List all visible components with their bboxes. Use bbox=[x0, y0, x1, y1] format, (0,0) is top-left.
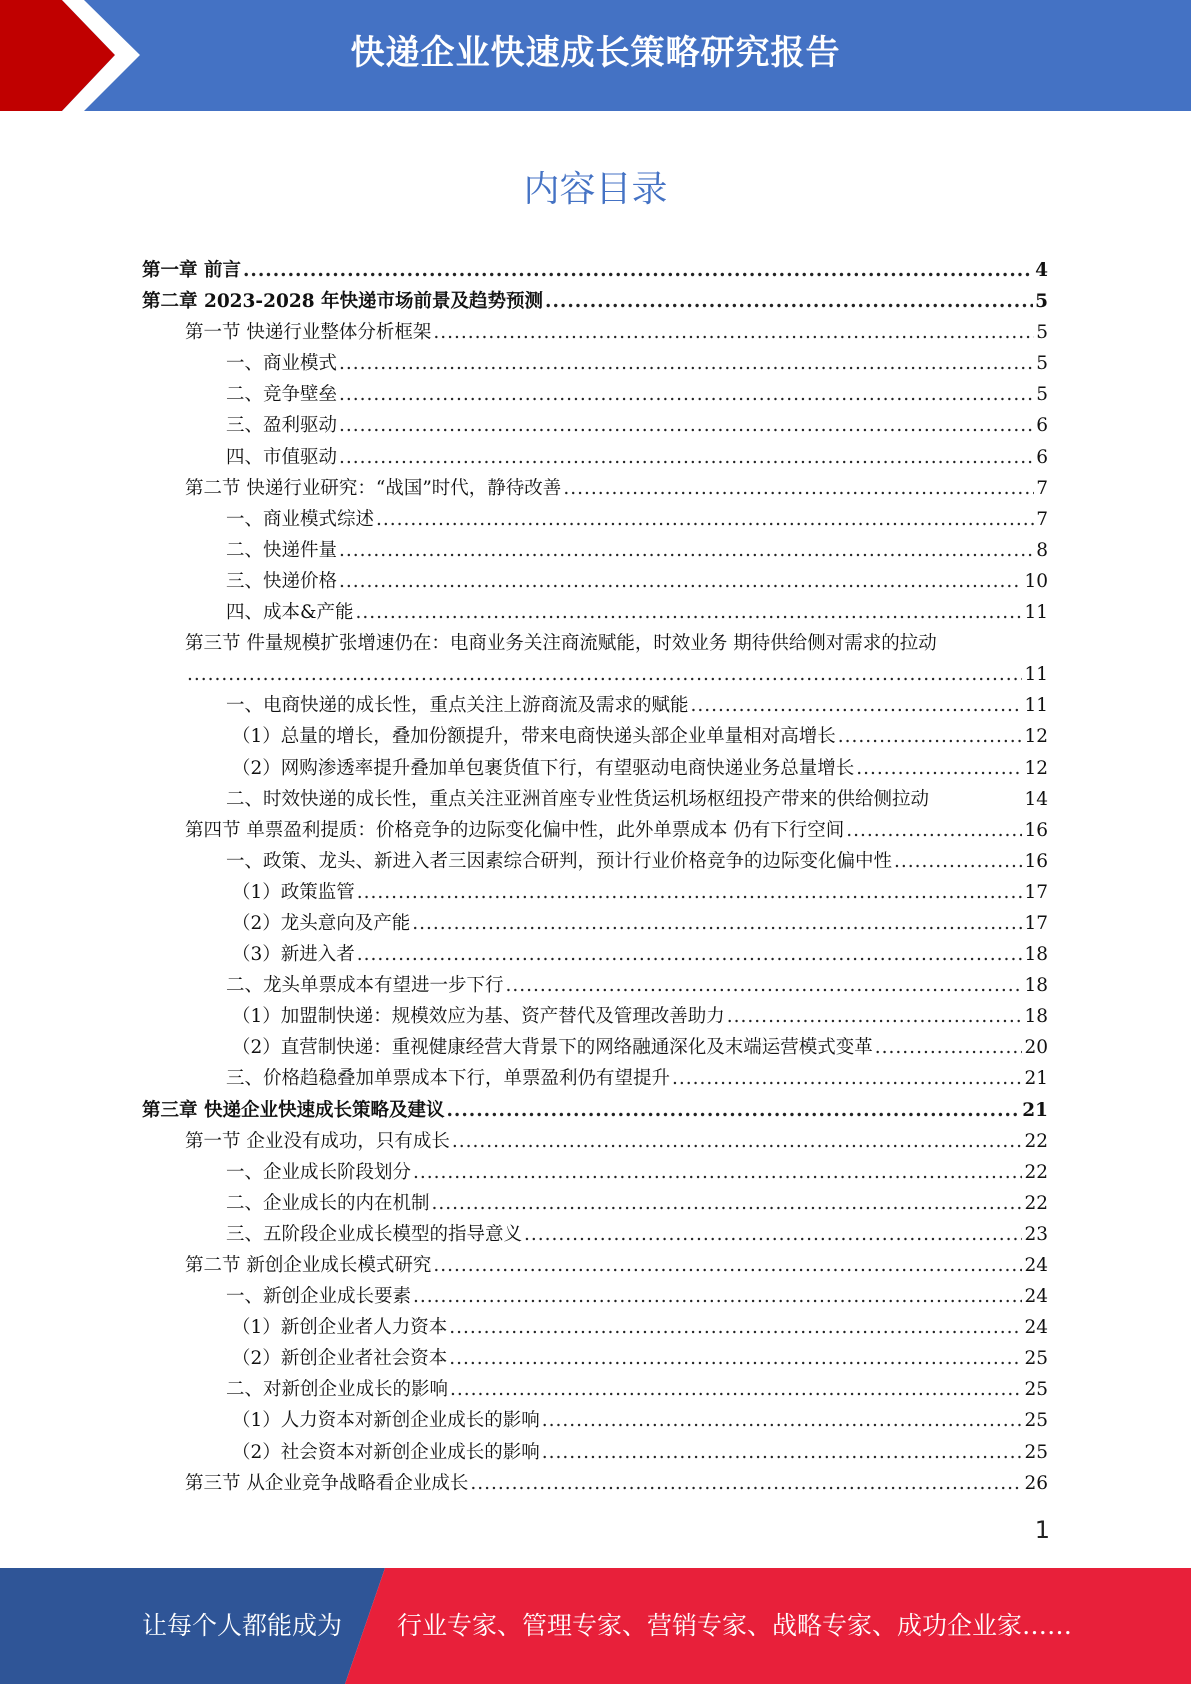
footer-slogan-left: 让每个人都能成为 bbox=[142, 1611, 343, 1640]
toc-leader-dots bbox=[875, 1032, 1023, 1063]
toc-leader-dots bbox=[187, 659, 1022, 690]
toc-entry[interactable] bbox=[142, 504, 1048, 535]
toc-entry-title: （3）新进入者 bbox=[232, 944, 355, 966]
toc-entry[interactable] bbox=[142, 1281, 1048, 1312]
toc-entry-page: 20 bbox=[1024, 1037, 1048, 1059]
toc-entry-page: 25 bbox=[1024, 1379, 1048, 1401]
toc-leader-dots bbox=[545, 286, 1033, 317]
toc-entry-page: 8 bbox=[1036, 539, 1048, 561]
toc-entry[interactable] bbox=[142, 1374, 1048, 1405]
toc-entry-page: 6 bbox=[1036, 415, 1048, 437]
toc-entry-title: 三、盈利驱动 bbox=[226, 415, 338, 437]
toc-leader-dots bbox=[339, 535, 1034, 566]
toc-entry[interactable] bbox=[142, 410, 1048, 441]
toc-entry[interactable] bbox=[142, 970, 1048, 1001]
toc-leader-dots bbox=[449, 1343, 1022, 1374]
toc-entry-title: 第一节 企业没有成功，只有成长 bbox=[185, 1130, 450, 1152]
table-of-contents bbox=[142, 255, 1048, 1499]
toc-entry-page: 6 bbox=[1036, 446, 1048, 468]
toc-entry-title: （2）社会资本对新创企业成长的影响 bbox=[232, 1441, 540, 1463]
toc-entry-title: 第二章 2023-2028 年快递市场前景及趋势预测 bbox=[142, 291, 544, 313]
toc-entry-page: 12 bbox=[1024, 757, 1048, 779]
toc-entry-page: 16 bbox=[1024, 850, 1048, 872]
toc-entry-page: 11 bbox=[1024, 602, 1048, 624]
footer-slogan-right: 行业专家、管理专家、营销专家、战略专家、成功企业家…… bbox=[397, 1611, 1073, 1640]
toc-entry-page: 7 bbox=[1036, 477, 1048, 499]
toc-entry-page: 18 bbox=[1024, 944, 1048, 966]
toc-entry[interactable] bbox=[142, 939, 1048, 970]
toc-entry-title: 第三节 件量规模扩张增速仍在：电商业务关注商流赋能，时效业务 期待供给侧对需求的拉动 bbox=[185, 633, 937, 655]
toc-entry-page: 11 bbox=[1024, 664, 1048, 686]
toc-entry[interactable] bbox=[142, 535, 1048, 566]
toc-entry-page: 5 bbox=[1035, 291, 1048, 313]
toc-leader-dots bbox=[542, 1405, 1023, 1436]
toc-leader-dots bbox=[376, 504, 1034, 535]
toc-leader-dots bbox=[542, 1437, 1023, 1468]
toc-entry[interactable] bbox=[142, 1405, 1048, 1436]
toc-entry-title: 三、快递价格 bbox=[226, 570, 338, 592]
toc-entry[interactable] bbox=[142, 597, 1048, 628]
toc-entry[interactable] bbox=[142, 317, 1048, 348]
toc-entry-title: 二、龙头单票成本有望进一步下行 bbox=[226, 975, 504, 997]
toc-entry-page: 22 bbox=[1024, 1192, 1048, 1214]
toc-entry-title: 二、快递件量 bbox=[226, 539, 338, 561]
toc-entry[interactable] bbox=[142, 1032, 1048, 1063]
toc-entry[interactable] bbox=[142, 1343, 1048, 1374]
toc-leader-dots bbox=[339, 348, 1034, 379]
toc-entry-page: 10 bbox=[1024, 570, 1048, 592]
toc-entry-title: （2）新创企业者社会资本 bbox=[232, 1348, 448, 1370]
toc-entry-title: （1）总量的增长，叠加份额提升，带来电商快递头部企业单量相对高增长 bbox=[232, 726, 836, 748]
toc-leader-dots bbox=[413, 1157, 1022, 1188]
toc-leader-dots bbox=[412, 908, 1022, 939]
toc-entry[interactable] bbox=[142, 1437, 1048, 1468]
toc-leader-dots bbox=[524, 1219, 1022, 1250]
toc-entry-title: 第二节 新创企业成长模式研究 bbox=[185, 1255, 432, 1276]
toc-leader-dots bbox=[432, 1188, 1023, 1219]
toc-entry[interactable] bbox=[142, 255, 1048, 286]
toc-entry-title: 第一节 快递行业整体分析框架 bbox=[185, 322, 432, 344]
toc-entry-page: 24 bbox=[1024, 1317, 1048, 1339]
toc-leader-dots bbox=[433, 1250, 1022, 1281]
toc-leader-dots bbox=[672, 1063, 1022, 1094]
toc-entry-title: 一、电商快递的成长性，重点关注上游商流及需求的赋能 bbox=[226, 695, 689, 717]
toc-entry-title: 一、新创企业成长要素 bbox=[226, 1286, 412, 1308]
toc-entry-page: 17 bbox=[1024, 881, 1048, 903]
toc-entry[interactable] bbox=[142, 1219, 1048, 1250]
toc-leader-dots bbox=[433, 317, 1034, 348]
toc-leader-dots bbox=[727, 1001, 1023, 1032]
toc-leader-dots bbox=[691, 690, 1023, 721]
toc-entry-page: 25 bbox=[1024, 1410, 1048, 1432]
toc-entry[interactable] bbox=[142, 877, 1048, 908]
toc-leader-dots bbox=[470, 1468, 1022, 1499]
toc-leader-dots bbox=[355, 597, 1022, 628]
toc-leader-dots bbox=[357, 877, 1023, 908]
toc-entry-title: 二、时效快递的成长性，重点关注亚洲首座专业性货运机场枢纽投产带来的供给侧拉动 bbox=[226, 788, 930, 810]
toc-leader-dots bbox=[243, 255, 1033, 286]
toc-leader-dots bbox=[450, 1374, 1022, 1405]
toc-entry[interactable] bbox=[142, 1188, 1048, 1219]
toc-entry-title: （1）新创企业者人力资本 bbox=[232, 1317, 448, 1339]
toc-entry-title: （1）加盟制快递：规模效应为基、资产替代及管理改善助力 bbox=[232, 1006, 725, 1028]
toc-entry-title: （2）龙头意向及产能 bbox=[232, 912, 411, 934]
toc-entry-title: 第一章 前言 bbox=[142, 260, 241, 281]
toc-entry-title: 一、商业模式综述 bbox=[226, 508, 375, 530]
toc-entry-title: 第四节 单票盈利提质：价格竞争的边际变化偏中性，此外单票成本 仍有下行空间 bbox=[185, 819, 845, 841]
toc-entry[interactable] bbox=[142, 286, 1048, 317]
toc-leader-dots bbox=[452, 1126, 1023, 1157]
toc-entry-page: 16 bbox=[1024, 819, 1048, 841]
toc-entry-page: 21 bbox=[1022, 1099, 1048, 1121]
toc-entry[interactable] bbox=[142, 784, 1048, 815]
toc-leader-dots bbox=[846, 815, 1022, 846]
toc-entry-page: 12 bbox=[1024, 726, 1048, 748]
toc-entry-page: 17 bbox=[1024, 912, 1048, 934]
toc-entry[interactable] bbox=[142, 1095, 1048, 1126]
toc-entry[interactable] bbox=[142, 348, 1048, 379]
toc-entry-title: 一、企业成长阶段划分 bbox=[226, 1161, 412, 1183]
toc-entry[interactable] bbox=[142, 379, 1048, 410]
toc-entry[interactable] bbox=[142, 1063, 1048, 1094]
toc-heading: 内容目录 bbox=[523, 169, 668, 210]
toc-entry-page: 24 bbox=[1024, 1255, 1048, 1276]
toc-entry-page: 11 bbox=[1024, 695, 1048, 717]
toc-entry[interactable] bbox=[142, 566, 1048, 597]
toc-entry[interactable] bbox=[142, 753, 1048, 784]
toc-entry-title: 一、政策、龙头、新进入者三因素综合研判，预计行业价格竞争的边际变化偏中性 bbox=[226, 850, 893, 872]
toc-entry-page: 5 bbox=[1036, 384, 1048, 406]
toc-entry-page: 22 bbox=[1024, 1161, 1048, 1183]
toc-entry-title: 三、价格趋稳叠加单票成本下行，单票盈利仍有望提升 bbox=[226, 1068, 671, 1090]
toc-entry[interactable] bbox=[142, 815, 1048, 846]
toc-entry[interactable] bbox=[142, 1468, 1048, 1499]
footer-banner bbox=[0, 1568, 1191, 1684]
toc-entry-title: 三、五阶段企业成长模型的指导意义 bbox=[226, 1223, 523, 1245]
toc-entry-title: 二、企业成长的内在机制 bbox=[226, 1192, 430, 1214]
toc-entry-title: 四、成本&产能 bbox=[226, 602, 354, 624]
toc-entry-page: 24 bbox=[1024, 1286, 1048, 1308]
toc-entry-page: 25 bbox=[1024, 1441, 1048, 1463]
toc-entry[interactable] bbox=[142, 473, 1048, 504]
toc-entry-page: 25 bbox=[1024, 1348, 1048, 1370]
toc-entry-page: 23 bbox=[1024, 1223, 1048, 1245]
toc-leader-dots bbox=[449, 1312, 1022, 1343]
toc-entry[interactable] bbox=[142, 721, 1048, 752]
toc-leader-dots bbox=[506, 970, 1023, 1001]
toc-entry-page: 5 bbox=[1036, 353, 1048, 375]
toc-entry-title: （1）人力资本对新创企业成长的影响 bbox=[232, 1410, 540, 1432]
toc-entry-page: 22 bbox=[1024, 1130, 1048, 1152]
toc-entry-title: 四、市值驱动 bbox=[226, 446, 338, 468]
toc-entry-title: 一、商业模式 bbox=[226, 353, 338, 375]
toc-entry-title: 第三节 从企业竞争战略看企业成长 bbox=[185, 1472, 469, 1494]
toc-entry-title: 第二节 快递行业研究：“战国”时代，静待改善 bbox=[185, 477, 562, 499]
toc-leader-dots bbox=[339, 442, 1034, 473]
toc-entry-page: 7 bbox=[1036, 508, 1048, 530]
toc-entry[interactable] bbox=[142, 628, 1048, 659]
toc-entry-title: （2）网购渗透率提升叠加单包裹货值下行，有望驱动电商快递业务总量增长 bbox=[232, 757, 855, 779]
header-banner bbox=[0, 0, 1191, 111]
toc-entry-title: 二、对新创企业成长的影响 bbox=[226, 1379, 449, 1401]
toc-entry-title: 第三章 快递企业快速成长策略及建议 bbox=[142, 1099, 445, 1121]
toc-entry-page: 21 bbox=[1024, 1068, 1048, 1090]
toc-entry[interactable] bbox=[142, 1001, 1048, 1032]
toc-entry[interactable] bbox=[142, 846, 1048, 877]
toc-entry-page: 5 bbox=[1036, 322, 1048, 344]
toc-leader-dots bbox=[838, 721, 1023, 752]
toc-leader-dots bbox=[563, 473, 1034, 504]
toc-entry[interactable] bbox=[142, 908, 1048, 939]
toc-leader-dots bbox=[339, 410, 1034, 441]
toc-leader-dots bbox=[339, 566, 1022, 597]
toc-entry-page: 18 bbox=[1024, 1006, 1048, 1028]
report-title: 快递企业快速成长策略研究报告 bbox=[350, 33, 841, 73]
toc-entry-page: 26 bbox=[1024, 1472, 1048, 1494]
toc-entry-page: 14 bbox=[1024, 788, 1048, 810]
toc-entry[interactable] bbox=[142, 442, 1048, 473]
toc-leader-dots bbox=[894, 846, 1022, 877]
toc-entry-title: 二、竞争壁垒 bbox=[226, 384, 338, 406]
toc-leader-dots bbox=[413, 1281, 1022, 1312]
toc-entry-title: （2）直营制快递：重视健康经营大背景下的网络融通深化及末端运营模式变革 bbox=[232, 1037, 873, 1059]
toc-entry[interactable] bbox=[142, 1157, 1048, 1188]
toc-entry[interactable] bbox=[142, 1126, 1048, 1157]
toc-leader-dots bbox=[856, 753, 1022, 784]
toc-leader-dots bbox=[446, 1095, 1020, 1126]
toc-leader-dots bbox=[339, 379, 1034, 410]
toc-entry[interactable] bbox=[142, 659, 1048, 690]
toc-entry[interactable] bbox=[142, 690, 1048, 721]
toc-entry[interactable] bbox=[142, 1312, 1048, 1343]
toc-leader-dots bbox=[357, 939, 1023, 970]
toc-entry-page: 4 bbox=[1035, 260, 1048, 281]
toc-entry-page: 18 bbox=[1024, 975, 1048, 997]
toc-entry-title: （1）政策监管 bbox=[232, 881, 355, 903]
toc-entry[interactable] bbox=[142, 1250, 1048, 1281]
page-number: 1 bbox=[1034, 1516, 1050, 1544]
